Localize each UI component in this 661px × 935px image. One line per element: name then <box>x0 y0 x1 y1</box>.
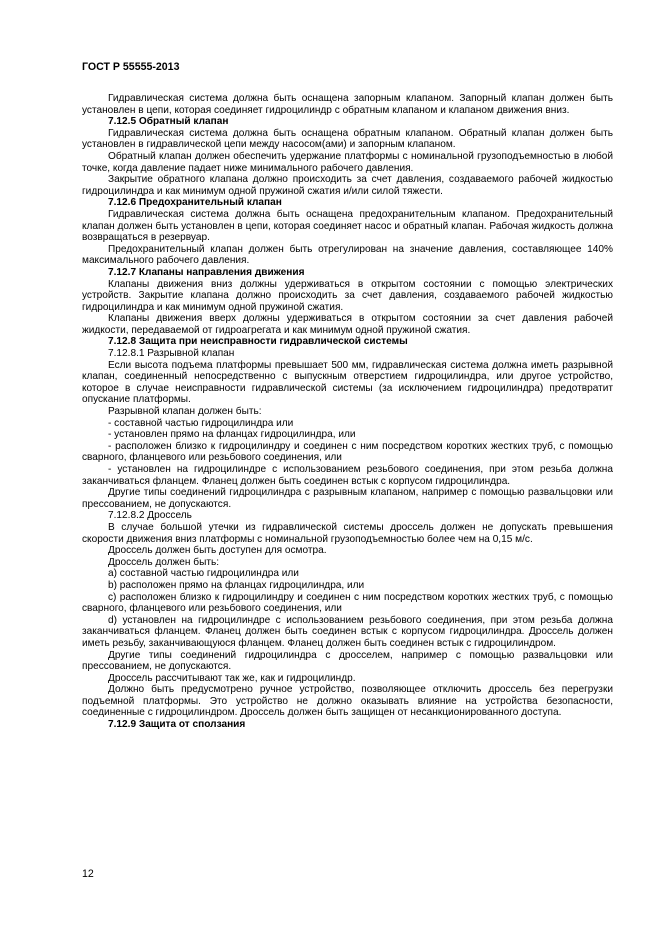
paragraph: Другие типы соединений гидроцилиндра с дросселем, например с помощью развальцовки или прессованием, не допускаются. <box>82 649 613 673</box>
paragraph: Гидравлическая система должна быть оснащена предохранительным клапаном. Предохранительный клапан должен быть установлен в цепи, которая соединяет насос и обратный клапан. Рабочая жидкость должна возвращаться в резервуар. <box>82 208 614 244</box>
paragraph: b) расположен прямо на фланцах гидроцилиндра, или <box>108 579 365 591</box>
paragraph: Клапаны движения вниз должны удерживаться в открытом состоянии с помощью электрических устройств. Закрытие клапана должно происходить за счет давления, создаваемого рабочей жидкостью гидроцилиндра и как минимум одной пружиной сжатия. <box>82 278 613 313</box>
paragraph: В случае большой утечки из гидравлической системы дроссель должен не допускать превышения скорости движения вниз платформы с номинальной грузоподъемностью более чем на 0,15 м/с. <box>82 521 613 545</box>
section-heading: 7.12.9 Защита от сползания <box>108 719 246 731</box>
paragraph: - установлен прямо на фланцах гидроцилиндра, или <box>108 429 356 441</box>
paragraph: Закрытие обратного клапана должно происходить за счет давления, создаваемого рабочей жидкостью гидроцилиндра и как минимум одной пружиной сжатия и/или силой тяжести. <box>82 174 613 197</box>
paragraph: - расположен близко к гидроцилиндру и соединен с ним посредством коротких жестких труб, с помощью сварного, фланцевого или резьбового соединения, или <box>82 440 613 464</box>
paragraph: c) расположен близко к гидроцилиндру и соединен с ним посредством коротких жестких труб, с помощью сварного, фланцевого или резьбового соединения, или <box>82 591 613 615</box>
paragraph: - составной частью гидроцилиндра или <box>108 417 294 429</box>
page-number: 12 <box>82 868 94 880</box>
paragraph: Если высота подъема платформы превышает 500 мм, гидравлическая система должна иметь разрывной клапан, соединенный непосредственно с выпускным отверстием гидроцилиндра, или другое устройство, которое в случае неисправности гидравлической системы (за исключением гидроцилиндра) предотвратит опускание платформы. <box>82 359 613 406</box>
paragraph: Другие типы соединений гидроцилиндра с разрывным клапаном, например с помощью развальцовки или прессованием, не допускаются. <box>82 487 613 510</box>
paragraph: Дроссель рассчитывают так же, как и гидроцилиндр. <box>108 672 356 684</box>
document-body <box>82 93 613 731</box>
section-heading: 7.12.8 Защита при неисправности гидравлической системы <box>108 336 408 348</box>
paragraph: Клапаны движения вверх должны удерживаться в открытом состоянии за счет давления рабочей жидкости, передаваемой от гидроагрегата и как минимум одной пружиной сжатия. <box>82 313 613 336</box>
paragraph: Должно быть предусмотрено ручное устройство, позволяющее отключить дроссель без перегрузки подъемной платформы. Это устройство не должно оказывать влияние на устройства безопасности, соединенные с гидроцилиндром. Дроссель должен быть защищен от несанкционированного доступа. <box>82 684 613 719</box>
paragraph: 7.12.8.2 Дроссель <box>108 510 192 522</box>
paragraph: Гидравлическая система должна быть оснащена обратным клапаном. Обратный клапан должен быть установлен в гидравлической цепи между насосом(ами) и запорным клапаном. <box>82 127 613 151</box>
paragraph: a) составной частью гидроцилиндра или <box>108 568 299 580</box>
paragraph: Дроссель должен быть: <box>108 556 220 568</box>
section-heading: 7.12.7 Клапаны направления движения <box>108 266 305 278</box>
section-heading: 7.12.5 Обратный клапан <box>108 116 229 128</box>
paragraph: Дроссель должен быть доступен для осмотра. <box>108 545 327 557</box>
paragraph: d) установлен на гидроцилиндре с использованием резьбового соединения, при этом резьба должна заканчиваться фланцем. Фланец должен быть соединен встык с корпусом гидроцилиндра. Дроссель должен иметь резьбу, заканчивающуюся фланцем. Фланец должен быть соединен встык с гидроцилиндром. <box>82 614 613 649</box>
paragraph: Обратный клапан должен обеспечить удержание платформы с номинальной грузоподъемностью в любой точке, когда давление падает ниже минимального рабочего давления. <box>82 150 613 174</box>
paragraph: Предохранительный клапан должен быть отрегулирован на значение давления, составляющее 140% максимального рабочего давления. <box>82 243 613 267</box>
document-code: ГОСТ Р 55555-2013 <box>82 61 180 73</box>
section-heading: 7.12.6 Предохранительный клапан <box>108 197 282 209</box>
paragraph: 7.12.8.1 Разрывной клапан <box>108 348 235 360</box>
paragraph: - установлен на гидроцилиндре с использованием резьбового соединения, при этом резьба должна заканчиваться фланцем. Фланец должен быть соединен встык с корпусом гидроцилиндра. <box>82 464 613 487</box>
paragraph: Гидравлическая система должна быть оснащена запорным клапаном. Запорный клапан должен быть установлен в цепи, которая соединяет гидроцилиндр с обратным клапаном и клапаном движения вниз. <box>82 93 613 116</box>
paragraph: Разрывной клапан должен быть: <box>108 406 262 418</box>
